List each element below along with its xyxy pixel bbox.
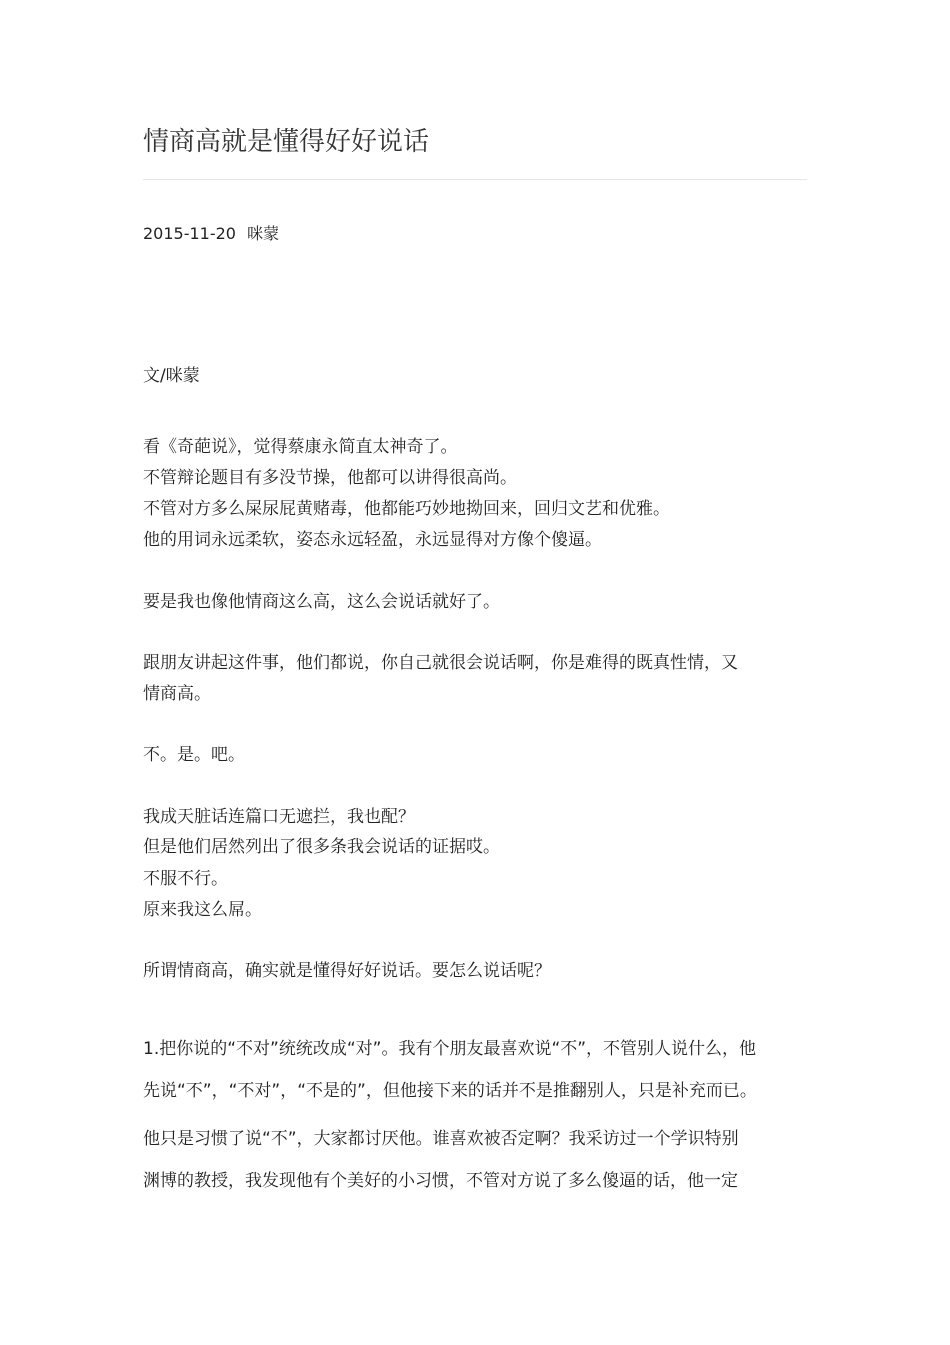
paragraph-line: 要是我也像他情商这么高，这么会说话就好了。 (143, 592, 500, 612)
paragraph-line: 不。是。吧。 (143, 745, 245, 765)
article-byline: 文/咪蒙 (143, 366, 200, 386)
article-date: 2015-11-20 (143, 224, 236, 243)
paragraph-line: 所谓情商高，确实就是懂得好好说话。要怎么说话呢？ (143, 961, 551, 981)
paragraph-line: 他只是习惯了说“不”，大家都讨厌他。谁喜欢被否定啊？我采访过一个学识特别 (143, 1129, 739, 1149)
title-divider (143, 179, 807, 180)
paragraph-line: 不服不行。 (143, 869, 228, 889)
paragraph-line: 原来我这么屌。 (143, 900, 262, 920)
paragraph-line: 跟朋友讲起这件事，他们都说，你自己就很会说话啊，你是难得的既真性情，又 (143, 653, 738, 673)
paragraph-line: 不管辩论题目有多没节操，他都可以讲得很高尚。 (143, 468, 517, 488)
paragraph-line: 情商高。 (143, 684, 211, 704)
paragraph-line: 看《奇葩说》，觉得蔡康永简直太神奇了。 (143, 437, 458, 457)
article-title: 情商高就是懂得好好说话 (143, 127, 430, 157)
paragraph-line: 渊博的教授，我发现他有个美好的小习惯，不管对方说了多么傻逼的话，他一定 (143, 1171, 738, 1191)
paragraph-line: 不管对方多么屎尿屁黄赌毒，他都能巧妙地拗回来，回归文艺和优雅。 (143, 499, 670, 519)
paragraph-line: 我成天脏话连篇口无遮拦，我也配？ (143, 807, 415, 827)
paragraph-line: 先说“不”，“不对”，“不是的”，但他接下来的话并不是推翻别人，只是补充而已。 (143, 1081, 757, 1101)
paragraph-line: 他的用词永远柔软，姿态永远轻盈，永远显得对方像个傻逼。 (143, 530, 602, 550)
article-meta (143, 222, 279, 246)
paragraph-line: 1.把你说的“不对”统统改成“对”。我有个朋友最喜欢说“不”，不管别人说什么，他 (143, 1039, 757, 1059)
paragraph-line: 但是他们居然列出了很多条我会说话的证据哎。 (143, 837, 500, 857)
article-author: 咪蒙 (247, 224, 280, 243)
